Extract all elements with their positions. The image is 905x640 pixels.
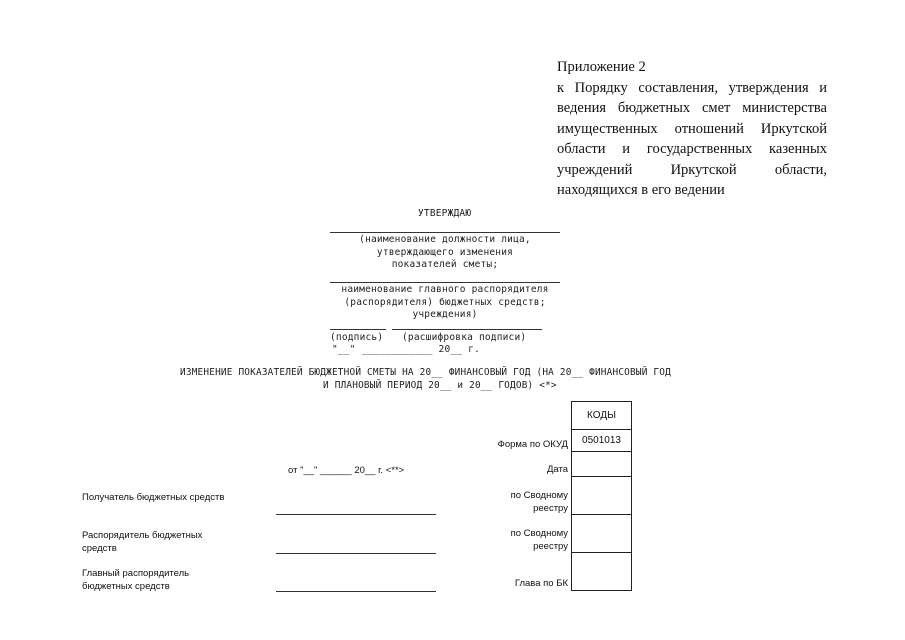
organization-caption: наименование главного распорядителя (распорядителя) бюджетных средств; учреждения) xyxy=(341,284,549,320)
okud-code-cell: 0501013 xyxy=(572,430,632,452)
manager-fill-line xyxy=(276,553,436,554)
manager-label: Распорядитель бюджетных средств xyxy=(82,530,203,554)
date-label: Дата xyxy=(546,464,568,475)
bk-chapter-label: Глава по БК xyxy=(514,578,568,589)
svod-register-label: по Сводному реестру xyxy=(510,528,568,552)
appendix-text-line: области и государственных казенных xyxy=(557,141,827,157)
appendix-title: Приложение 2 xyxy=(557,59,646,75)
svod-register-label: по Сводному реестру xyxy=(510,490,568,514)
organization-line xyxy=(330,282,560,283)
approval-title: УТВЕРЖДАЮ xyxy=(418,208,472,219)
appendix-reference xyxy=(557,57,827,201)
svod-register-code-cell xyxy=(572,477,632,515)
appendix-text-line: к Порядку составления, утверждения и xyxy=(557,79,827,96)
position-line xyxy=(330,232,560,233)
appendix-text-line: находящихся в его ведении xyxy=(557,182,725,198)
codes-table xyxy=(571,401,632,591)
decipher-caption: (расшифровка подписи) xyxy=(402,332,527,343)
signature-caption: (подпись) xyxy=(330,332,384,343)
recipient-label: Получатель бюджетных средств xyxy=(82,492,225,503)
position-caption: (наименование должности лица, утверждающего изменения показателей сметы; xyxy=(359,234,531,270)
appendix-text-line: имущественных отношений Иркутской xyxy=(557,120,827,137)
date-code-cell xyxy=(572,452,632,477)
appendix-text-line: учреждений Иркутской области, xyxy=(557,161,827,178)
recipient-fill-line xyxy=(276,514,436,515)
document-heading: ИЗМЕНЕНИЕ ПОКАЗАТЕЛЕЙ БЮДЖЕТНОЙ СМЕТЫ НА 20__ ФИНАНСОВЫЙ ГОД (НА 20__ ФИНАНСОВЫЙ ГОД xyxy=(180,367,671,378)
form-date-from: от "__" ______ 20__ г. <**> xyxy=(288,465,405,476)
signature-line xyxy=(330,329,386,330)
okud-label: Форма по ОКУД xyxy=(497,439,568,450)
codes-header: КОДЫ xyxy=(572,402,632,430)
appendix-text-line: ведения бюджетных смет министерства xyxy=(557,100,827,116)
chief-manager-label: Главный распорядитель бюджетных средств xyxy=(82,568,190,592)
bk-chapter-code-cell xyxy=(572,553,632,591)
document-heading-line2: И ПЛАНОВЫЙ ПЕРИОД 20__ и 20__ ГОДОВ) <*> xyxy=(323,380,557,391)
approval-date: "__" ____________ 20__ г. xyxy=(332,344,480,355)
svod-register-code-cell xyxy=(572,515,632,553)
decipher-line xyxy=(392,329,542,330)
chief-manager-fill-line xyxy=(276,591,436,592)
